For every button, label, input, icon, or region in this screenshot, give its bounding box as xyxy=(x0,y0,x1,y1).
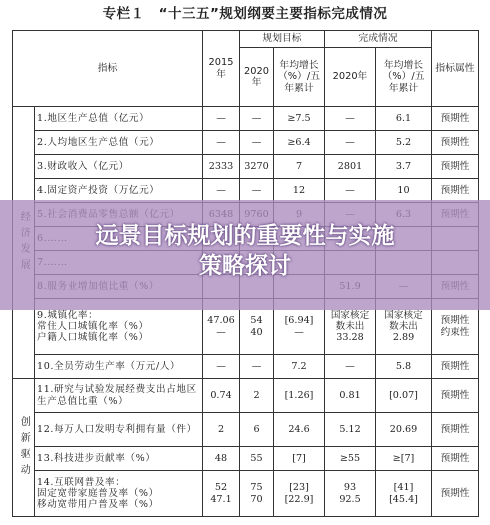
target-2020-cell: — xyxy=(240,107,274,131)
target-growth-cell: 24.6 xyxy=(274,413,325,447)
target-growth-cell: [7] xyxy=(274,447,325,471)
header-comp-2020: 2020年 xyxy=(325,48,376,107)
target-growth-cell: [6.94] — xyxy=(274,299,325,355)
target-2020-cell: 3270 xyxy=(240,155,274,179)
actual-2020-cell: — xyxy=(325,107,376,131)
indicator-cell: 13.科技进步贡献率（%） xyxy=(35,447,203,471)
value-2015-cell: — xyxy=(203,107,240,131)
actual-growth-cell: 国家核定 数未出 2.89 xyxy=(376,299,432,355)
target-2020-cell: 55 xyxy=(240,447,274,471)
banner-title xyxy=(0,221,490,281)
actual-growth-cell: 5.2 xyxy=(376,131,432,155)
indicator-cell: 2.人均地区生产总值（元） xyxy=(35,131,203,155)
banner-title-line2: 策略探讨 xyxy=(199,253,291,279)
actual-growth-cell: 3.7 xyxy=(376,155,432,179)
target-2020-cell: 75 70 xyxy=(240,471,274,517)
target-2020-cell: — xyxy=(240,131,274,155)
target-growth-cell: ≥6.4 xyxy=(274,131,325,155)
table-row xyxy=(13,471,479,517)
target-growth-cell: [23] [22.9] xyxy=(274,471,325,517)
actual-2020-cell: 93 92.5 xyxy=(325,471,376,517)
indicator-cell: 12.每万人口发明专利拥有量（件） xyxy=(35,413,203,447)
target-growth-cell: 7.2 xyxy=(274,355,325,379)
actual-2020-cell: 国家核定 数未出 33.28 xyxy=(325,299,376,355)
value-2015-cell: — xyxy=(203,179,240,203)
value-2015-cell: 2333 xyxy=(203,155,240,179)
table-row xyxy=(13,355,479,379)
target-2020-cell: 54 40 xyxy=(240,299,274,355)
attribute-cell: 预期性 xyxy=(432,471,479,517)
value-2015-cell: 2 xyxy=(203,413,240,447)
indicator-cell: 9.城镇化率： 常住人口城镇化率（%） 户籍人口城镇化率（%） xyxy=(35,299,203,355)
category-innovation: 创新驱动 xyxy=(13,379,35,517)
attribute-cell: 预期性 xyxy=(432,447,479,471)
table-title: 专栏１ “十三五”规划纲要主要指标完成情况 xyxy=(102,6,388,22)
value-2015-cell: 48 xyxy=(203,447,240,471)
attribute-cell: 预期性 xyxy=(432,413,479,447)
table-row xyxy=(13,379,479,413)
attribute-cell: 预期性 xyxy=(432,355,479,379)
actual-2020-cell: — xyxy=(325,355,376,379)
header-plan-2020: 2020年 xyxy=(240,48,274,107)
header-completion: 完成情况 xyxy=(325,31,432,48)
target-2020-cell: — xyxy=(240,355,274,379)
actual-2020-cell: 2801 xyxy=(325,155,376,179)
actual-growth-cell: 5.8 xyxy=(376,355,432,379)
actual-growth-cell: [41] [45.4] xyxy=(376,471,432,517)
actual-growth-cell: [0.07] xyxy=(376,379,432,413)
table-row xyxy=(13,179,479,203)
indicator-cell: 4.固定资产投资（万亿元） xyxy=(35,179,203,203)
value-2015-cell: — xyxy=(203,355,240,379)
indicator-cell: 1.地区生产总值（亿元） xyxy=(35,107,203,131)
actual-2020-cell: — xyxy=(325,131,376,155)
actual-2020-cell: ≥55 xyxy=(325,447,376,471)
table-row xyxy=(13,107,479,131)
target-growth-cell: 12 xyxy=(274,179,325,203)
table-row xyxy=(13,413,479,447)
value-2015-cell: 52 47.1 xyxy=(203,471,240,517)
indicator-cell: 3.财政收入（亿元） xyxy=(35,155,203,179)
indicator-cell: 11.研究与试验发展经费支出占地区生产总值比重（%） xyxy=(35,379,203,413)
attribute-cell: 预期性 xyxy=(432,155,479,179)
attribute-cell: 预期性 xyxy=(432,179,479,203)
actual-growth-cell: 6.1 xyxy=(376,107,432,131)
target-growth-cell: 7 xyxy=(274,155,325,179)
value-2015-cell: 47.06 — xyxy=(203,299,240,355)
value-2015-cell: 0.74 xyxy=(203,379,240,413)
target-2020-cell: 6 xyxy=(240,413,274,447)
target-growth-cell: ≥7.5 xyxy=(274,107,325,131)
table-row xyxy=(13,155,479,179)
indicator-cell: 10.全员劳动生产率（万元/人） xyxy=(35,355,203,379)
attribute-cell: 预期性 xyxy=(432,379,479,413)
header-attribute: 指标属性 xyxy=(432,31,479,107)
actual-growth-cell: 20.69 xyxy=(376,413,432,447)
actual-2020-cell: 0.81 xyxy=(325,379,376,413)
actual-2020-cell: — xyxy=(325,179,376,203)
actual-growth-cell: 10 xyxy=(376,179,432,203)
target-2020-cell: 2 xyxy=(240,379,274,413)
value-2015-cell: — xyxy=(203,131,240,155)
indicator-cell: 14.互联网普及率： 固定宽带家庭普及率（%） 移动宽带用户普及率（%） xyxy=(35,471,203,517)
attribute-cell: 预期性 xyxy=(432,107,479,131)
header-plan-growth: 年均增长（%）/五年累计 xyxy=(274,48,325,107)
attribute-cell: 预期性 xyxy=(432,131,479,155)
attribute-cell: 预期性 约束性 xyxy=(432,299,479,355)
banner-title-line1: 远景目标规划的重要性与实施 xyxy=(95,223,395,249)
target-2020-cell: — xyxy=(240,179,274,203)
header-2015: 2015年 xyxy=(203,31,240,107)
actual-growth-cell: ≥[7] xyxy=(376,447,432,471)
header-plan-target: 规划目标 xyxy=(240,31,325,48)
target-growth-cell: [1.26] xyxy=(274,379,325,413)
table-row xyxy=(13,447,479,471)
header-indicator: 指标 xyxy=(13,31,203,107)
header-comp-growth: 年均增长（%）/五年累计 xyxy=(376,48,432,107)
table-row xyxy=(13,131,479,155)
actual-2020-cell: 5.12 xyxy=(325,413,376,447)
